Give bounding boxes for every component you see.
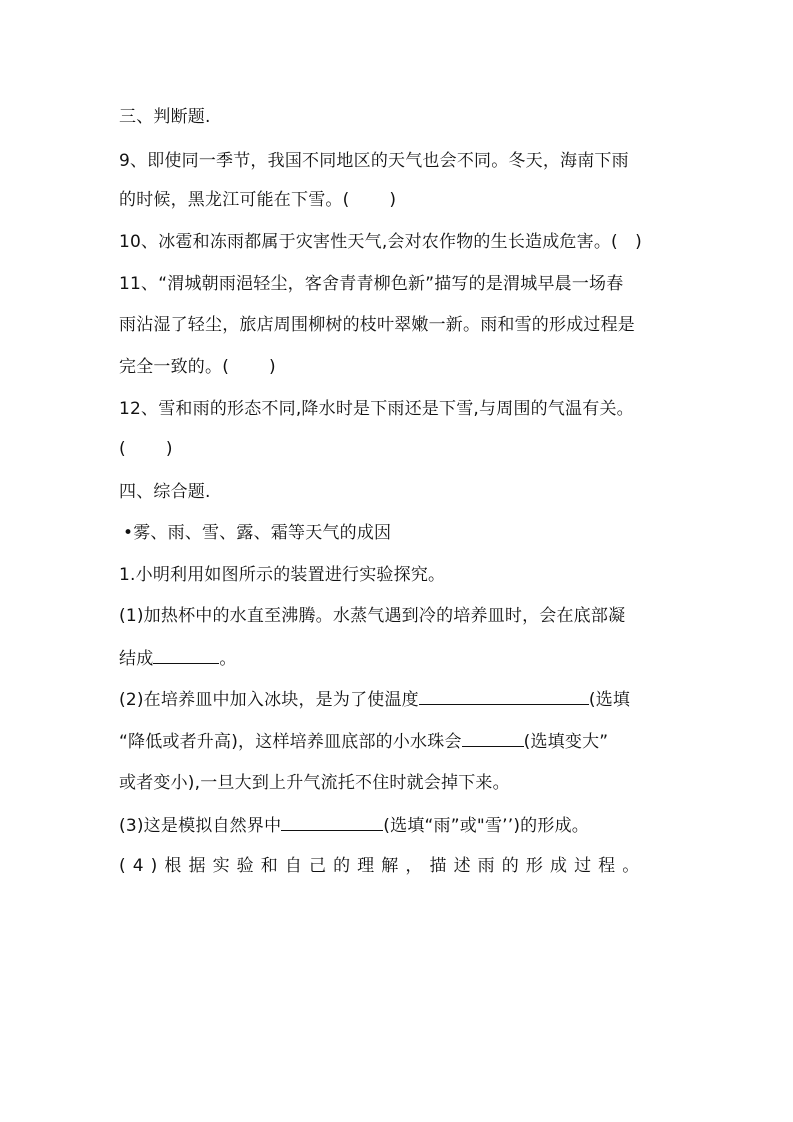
question-11-line-3: 完全一致的。( ) bbox=[119, 357, 276, 377]
part-3-answer-blank[interactable] bbox=[281, 814, 383, 831]
question-11-line-1: 11、“渭城朝雨浥轻尘，客舍青青柳色新”描写的是渭城早晨一场春 bbox=[119, 274, 624, 294]
part-1-line-1: (1)加热杯中的水直至沸腾。水蒸气遇到冷的培养皿时，会在底部凝 bbox=[119, 606, 626, 626]
part-3-text-before-blank: (3)这是模拟自然界中 bbox=[119, 816, 282, 836]
section-4-subtitle: •雾、雨、雪、露、霜等天气的成因 bbox=[123, 523, 392, 543]
section-4-title: 四、综合题. bbox=[119, 482, 211, 502]
part-2-droplet-blank[interactable] bbox=[462, 730, 524, 747]
comprehensive-question-1-stem: 1.小明利用如图所示的装置进行实验探究。 bbox=[119, 565, 446, 585]
part-2-line-3: 或者变小),一旦大到上升气流托不住时就会掉下来。 bbox=[119, 773, 510, 793]
part-3-line-1 bbox=[119, 814, 679, 837]
question-12-line-2: ( ) bbox=[119, 439, 173, 459]
question-9-line-2: 的时候，黑龙江可能在下雪。( ) bbox=[119, 190, 397, 210]
question-12-line-1: 12、雪和雨的形态不同,降水时是下雨还是下雪,与周围的气温有关。 bbox=[119, 399, 634, 419]
question-10-line-1: 10、冰雹和冻雨都属于灾害性天气,会对农作物的生长造成危害。( ) bbox=[119, 232, 642, 252]
part-2-temperature-blank[interactable] bbox=[419, 688, 589, 705]
part-1-text-after-blank: 。 bbox=[219, 649, 237, 669]
part-2-text-before-blank: (2)在培养皿中加入冰块，是为了使温度 bbox=[119, 690, 419, 710]
part-2-line-1 bbox=[119, 688, 679, 711]
question-9-line-1: 9、即使同一季节，我国不同地区的天气也会不同。冬天，海南下雨 bbox=[119, 151, 629, 171]
part-1-answer-blank[interactable] bbox=[153, 647, 219, 664]
part-2-line-2 bbox=[119, 730, 679, 753]
question-11-line-2: 雨沾湿了轻尘，旅店周围柳树的枝叶翠嫩一新。雨和雪的形成过程是 bbox=[119, 315, 635, 335]
part-2-line-2-text-after-blank: (选填变大” bbox=[523, 732, 609, 752]
part-1-text-before-blank: 结成 bbox=[119, 649, 154, 669]
part-2-text-after-blank: (选填 bbox=[588, 690, 631, 710]
part-3-text-after-blank: (选填“雨”或"雪’’)的形成。 bbox=[383, 816, 589, 836]
section-3-title: 三、判断题. bbox=[119, 107, 211, 127]
part-2-line-2-text-before-blank: “降低或者升高)，这样培养皿底部的小水珠会 bbox=[119, 732, 462, 752]
part-4-line-1: (4)根据实验和自己的理解，描述雨的形成过程。 bbox=[119, 856, 647, 876]
part-1-line-2 bbox=[119, 647, 679, 670]
